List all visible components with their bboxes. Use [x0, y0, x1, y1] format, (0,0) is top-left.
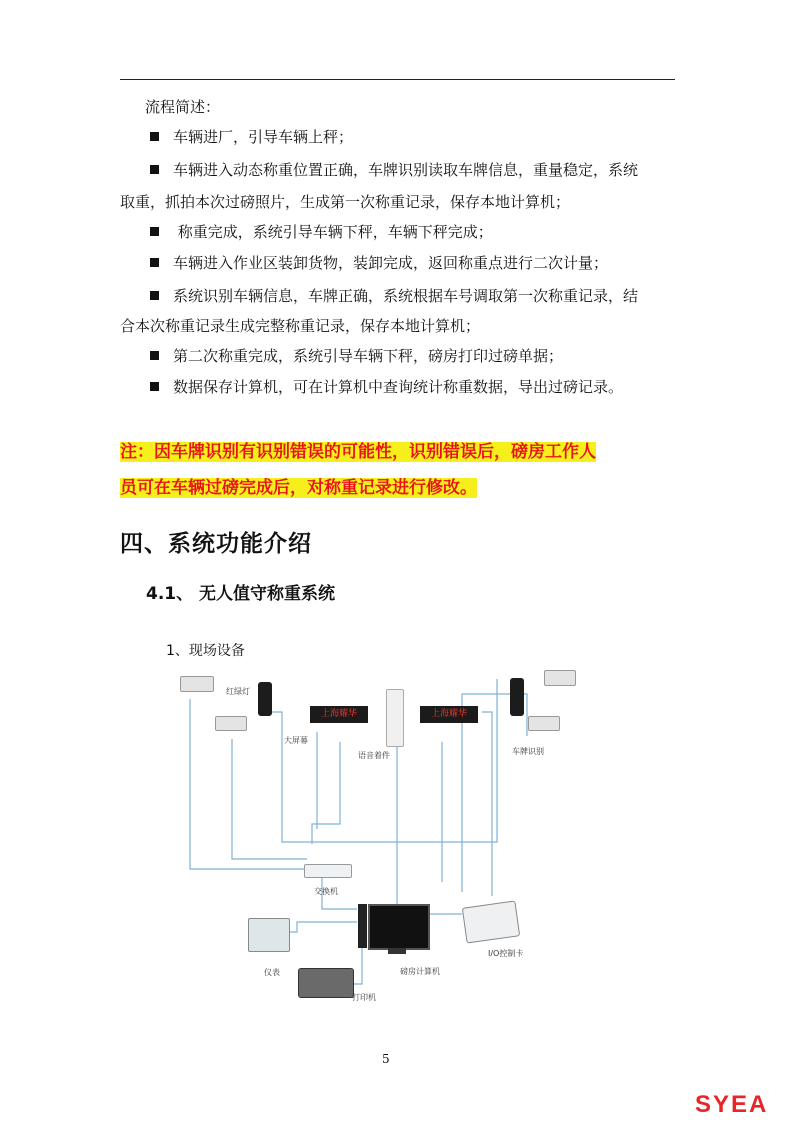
label-plate-recognition: 车牌识别 — [512, 747, 544, 756]
warning-note-line1: 注：因车牌识别有识别错误的可能性，识别错误后，磅房工作人 — [120, 442, 596, 462]
warning-note-line2: 员可在车辆过磅完成后，对称重记录进行修改。 — [120, 478, 477, 498]
label-speaker: 语音着件 — [358, 751, 390, 760]
bullet-icon — [150, 227, 159, 236]
bullet-icon — [150, 165, 159, 174]
process-step-2-cont: 取重，抓拍本次过磅照片，生成第一次称重记录，保存本地计算机； — [120, 193, 571, 211]
computer-monitor-icon — [368, 904, 430, 950]
section-title: 四、系统功能介绍 — [120, 531, 312, 557]
bullet-camera-icon — [180, 676, 214, 692]
process-intro: 流程简述： — [145, 98, 221, 116]
process-step-4: 车辆进入作业区装卸货物，装卸完成，返回称重点进行二次计量； — [150, 253, 608, 273]
network-switch-icon — [304, 864, 352, 878]
traffic-light-icon — [258, 682, 272, 716]
section-subtitle: 4.1、 无人值守称重系统 — [146, 584, 336, 604]
figure-caption: 1、现场设备 — [166, 643, 245, 659]
led-screen-icon: 上海耀华 — [310, 706, 368, 723]
equipment-diagram — [172, 664, 572, 1009]
led-screen-icon: 上海耀华 — [420, 706, 478, 723]
weighing-indicator-icon — [248, 918, 290, 952]
printer-icon — [298, 968, 354, 998]
computer-stand-icon — [388, 948, 406, 954]
bullet-icon — [150, 351, 159, 360]
bullet-icon — [150, 132, 159, 141]
bullet-camera-icon — [544, 670, 576, 686]
bullet-camera-icon — [215, 716, 247, 731]
bullet-icon — [150, 291, 159, 300]
process-step-5-cont: 合本次称重记录生成完整称重记录，保存本地计算机； — [120, 317, 481, 335]
page-number: 5 — [382, 1052, 390, 1066]
svg-text:SYEA: SYEA — [695, 1091, 769, 1116]
speaker-icon — [386, 689, 404, 747]
bullet-icon — [150, 258, 159, 267]
process-step-2: 车辆进入动态称重位置正确，车牌识别读取车牌信息，重量稳定，系统 — [150, 160, 638, 180]
label-printer: 打印机 — [352, 993, 376, 1002]
header-rule — [120, 79, 675, 80]
label-indicator: 仪表 — [264, 968, 280, 977]
label-traffic-light: 红绿灯 — [226, 687, 250, 696]
label-led-screen: 大屏幕 — [284, 736, 308, 745]
syea-logo — [695, 1090, 790, 1116]
computer-tower-icon — [358, 904, 367, 948]
label-switch: 交换机 — [314, 887, 338, 896]
label-io-card: I/O控制卡 — [488, 949, 524, 958]
process-step-5: 系统识别车辆信息，车牌正确，系统根据车号调取第一次称重记录，结 — [150, 286, 638, 306]
process-step-7: 数据保存计算机，可在计算机中查询统计称重数据，导出过磅记录。 — [150, 377, 623, 397]
label-computer: 磅房计算机 — [400, 967, 440, 976]
traffic-light-icon — [510, 678, 524, 716]
process-step-6: 第二次称重完成，系统引导车辆下秤，磅房打印过磅单据； — [150, 346, 563, 366]
process-step-3: 称重完成，系统引导车辆下秤，车辆下秤完成； — [150, 222, 493, 242]
bullet-camera-icon — [528, 716, 560, 731]
bullet-icon — [150, 382, 159, 391]
process-step-1: 车辆进厂，引导车辆上秤； — [150, 127, 353, 147]
io-card-icon — [462, 900, 520, 943]
